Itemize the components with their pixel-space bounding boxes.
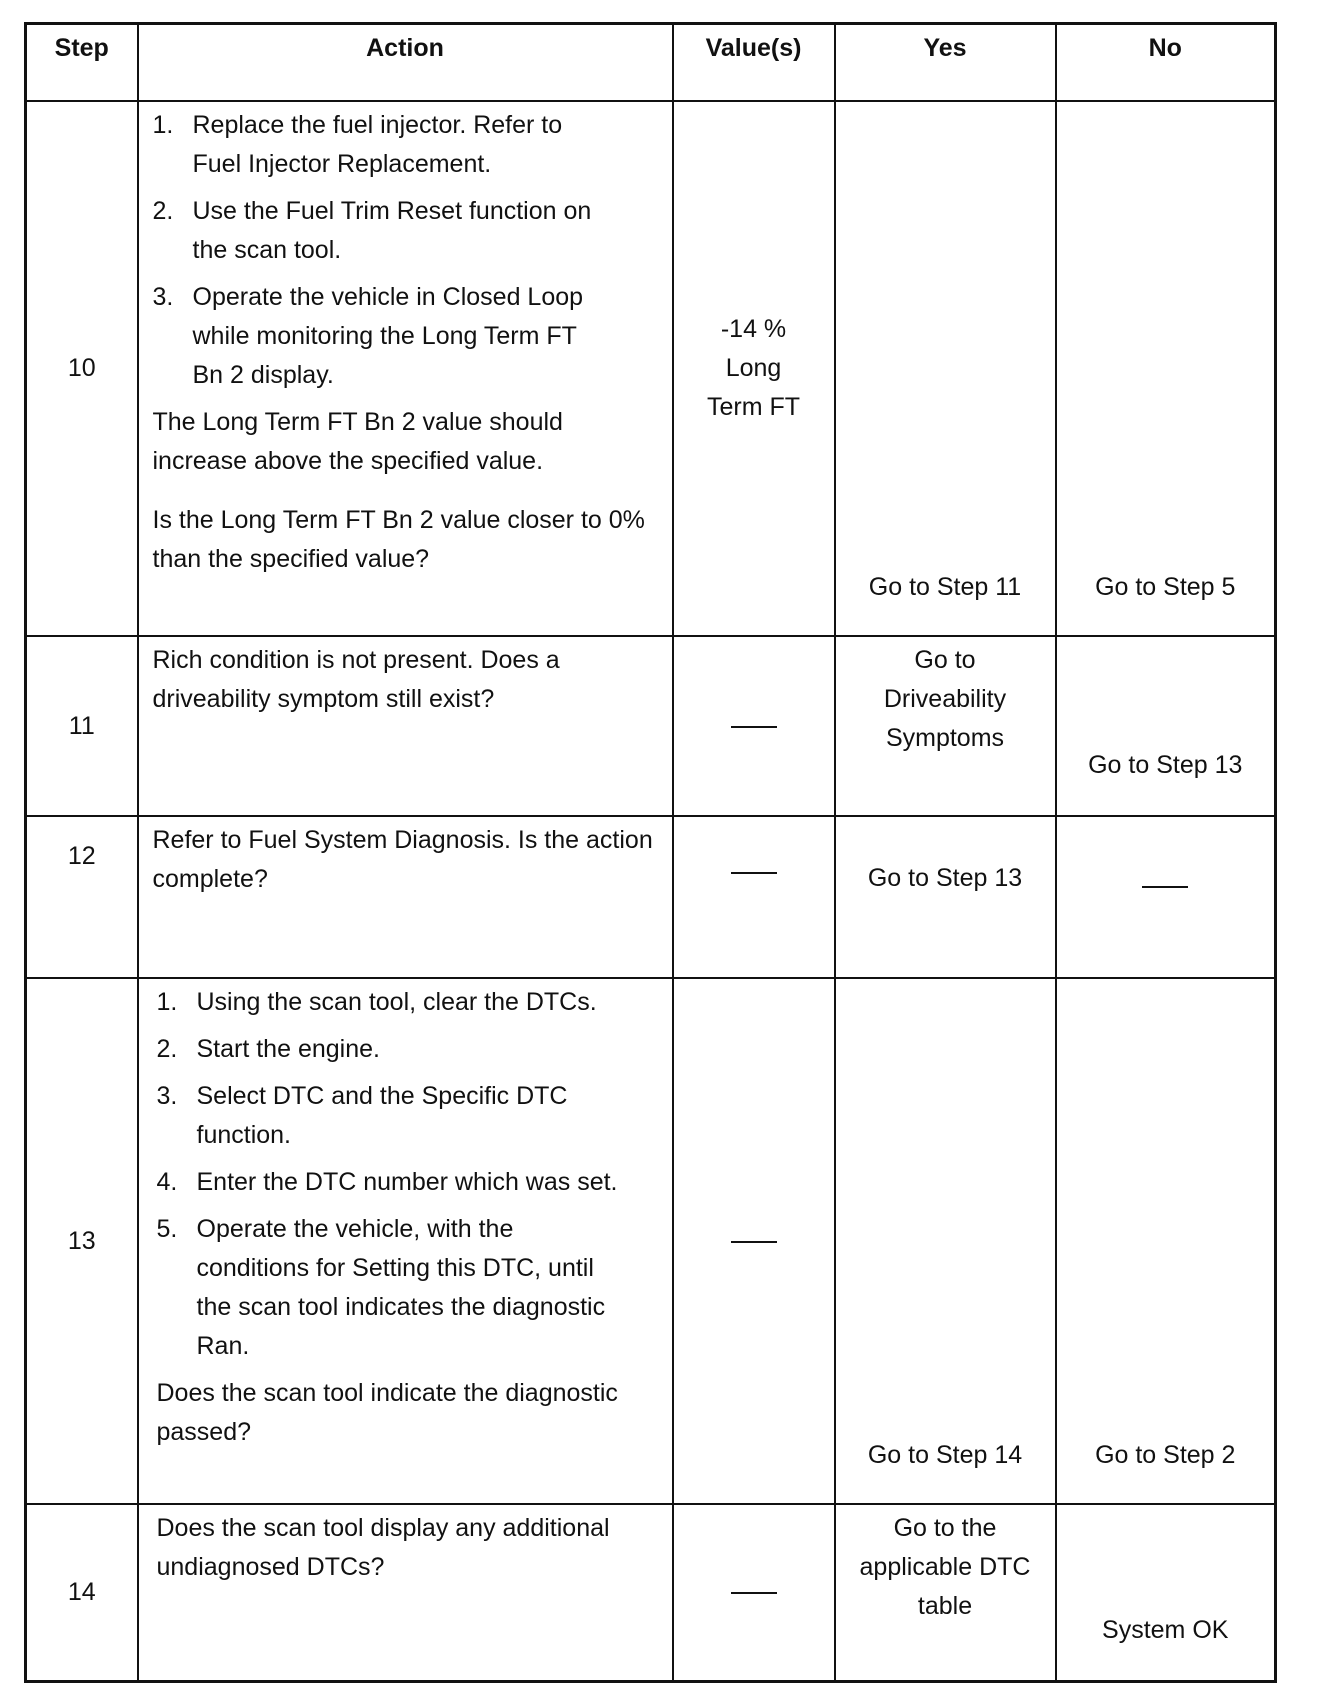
dash-icon [731,1241,777,1243]
list-item: 1. Replace the fuel injector. Refer to Fuel Injector Replacement. [152,111,563,178]
yes-cell [835,1504,1056,1682]
action-question: Does the scan tool indicate the diagnostic passed? [156,1379,618,1446]
value-line: Term FT [706,393,801,421]
value-cell [673,1504,835,1682]
no-cell: System OK [1056,1504,1276,1682]
list-item: 3. Select DTC and the Specific DTC function. [156,1082,568,1149]
dash-icon [1142,886,1188,888]
step-number: 14 [26,1504,138,1682]
yes-line: Driveability [883,685,1007,713]
dash-icon [731,726,777,728]
action-item-text: Operate the vehicle in Closed Loop while monitoring the Long Term FT Bn 2 display. [192,283,584,389]
yes-line: Go to the [893,1514,997,1542]
header-values: Value(s) [673,24,835,102]
action-question: Rich condition is not present. Does a driveability symptom still exist? [138,636,673,816]
no-cell [1056,816,1276,978]
action-cell [138,101,673,636]
action-note: The Long Term FT Bn 2 value should increase above the specified value. [152,408,563,475]
action-item-text: Use the Fuel Trim Reset function on the scan tool. [192,197,592,264]
value-cell [673,816,835,978]
table-row [26,636,1276,816]
action-item-text: Enter the DTC number which was set. [196,1168,618,1196]
action-item-text: Start the engine. [196,1035,380,1063]
action-question: Is the Long Term FT Bn 2 value closer to 0% than the specified value? [152,506,645,573]
no-cell: Go to Step 5 [1056,101,1276,636]
step-number: 13 [26,978,138,1504]
no-cell: Go to Step 13 [1056,636,1276,816]
list-item: 2. Use the Fuel Trim Reset function on the scan tool. [152,197,592,264]
dash-icon [731,1592,777,1594]
dash-icon [731,872,777,874]
value-cell [673,636,835,816]
table-row [26,816,1276,978]
no-cell: Go to Step 2 [1056,978,1276,1504]
yes-cell: Go to Step 13 [835,816,1056,978]
header-yes: Yes [835,24,1056,102]
list-item: 3. Operate the vehicle in Closed Loop while monitoring the Long Term FT Bn 2 display. [152,283,584,389]
value-line: -14 % [720,315,787,343]
value-cell [673,978,835,1504]
value-line: Long [725,354,782,382]
step-number: 11 [26,636,138,816]
yes-line: applicable DTC [859,1553,1031,1581]
yes-line: Go to [914,646,976,674]
header-row [26,24,1276,102]
diagnostic-table [24,22,1277,1683]
action-list [153,106,660,395]
step-number: 10 [26,101,138,636]
action-item-text: Replace the fuel injector. Refer to Fuel Injector Replacement. [192,111,563,178]
yes-line: Symptoms [885,724,1005,752]
header-no: No [1056,24,1276,102]
yes-cell: Go to Step 14 [835,978,1056,1504]
list-item: 2. Start the engine. [156,1035,380,1063]
yes-line: table [917,1592,973,1620]
table-row [26,978,1276,1504]
table-row [26,1504,1276,1682]
list-item: 4. Enter the DTC number which was set. [156,1168,618,1196]
action-list [157,983,660,1366]
action-item-text: Using the scan tool, clear the DTCs. [196,988,597,1016]
action-cell [138,978,673,1504]
yes-cell [835,636,1056,816]
action-item-text: Select DTC and the Specific DTC function. [196,1082,568,1149]
table-row [26,101,1276,636]
list-item: 1. Using the scan tool, clear the DTCs. [156,988,597,1016]
step-number: 12 [26,816,138,978]
value-cell [673,101,835,636]
action-question: Refer to Fuel System Diagnosis. Is the action complete? [138,816,673,978]
list-item: 5. Operate the vehicle, with the conditions for Setting this DTC, until the scan tool indicates the diagnostic Ran. [156,1215,606,1360]
header-action: Action [138,24,673,102]
action-item-text: Operate the vehicle, with the conditions for Setting this DTC, until the scan tool indicates the diagnostic Ran. [196,1215,606,1360]
action-question: Does the scan tool display any additional undiagnosed DTCs? [138,1504,673,1682]
yes-cell: Go to Step 11 [835,101,1056,636]
header-step: Step [26,24,138,102]
